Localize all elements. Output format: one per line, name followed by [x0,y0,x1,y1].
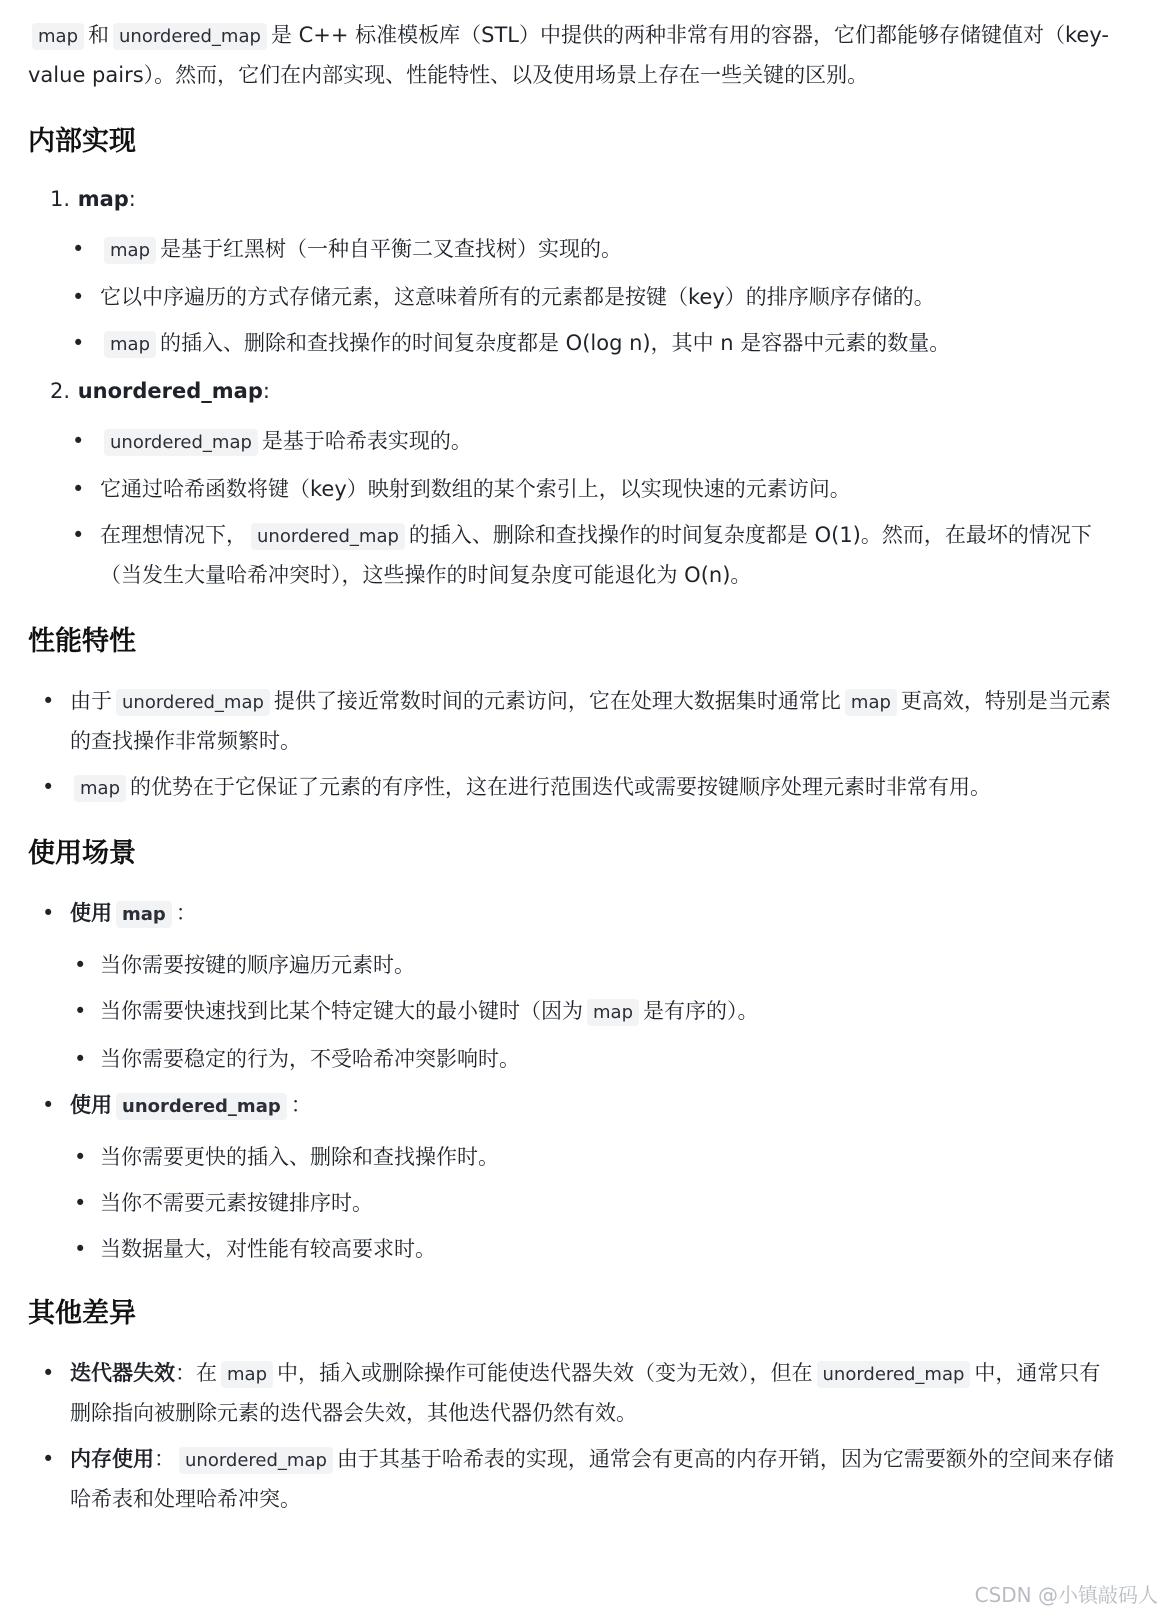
section-heading-implementation: 内部实现 [28,126,136,157]
list-item: • 当数据量大，对性能有较高要求时。 [70,1230,1120,1268]
list-item: • 在理想情况下， unordered_map 的插入、删除和查找操作的时间复杂度都是 O(1)。然而，在最坏的情况下（当发生大量哈希冲突时），这些操作的时间复杂度可能退化为 O(n)。 [28,516,1120,594]
usage-unordered-map-bullets [70,1138,1120,1268]
list-item: • 当你需要快速找到比某个特定键大的最小键时（因为 map 是有序的）。 [70,992,1120,1032]
list-item: • map 的优势在于它保证了元素的有序性，这在进行范围迭代或需要按键顺序处理元素时非常有用。 [28,768,1120,808]
usage-map-bullets [70,946,1120,1078]
intro-paragraph: map 和 unordered_map 是 C++ 标准模板库（STL）中提供的两种非常有用的容器，它们都能够存储键值对（key-value pairs）。然而，它们在内部实现、性能特性、以及使用场景上存在一些关键的区别。 [28,23,1109,87]
inline-code: map [32,23,84,50]
map-bullets [28,230,1120,364]
list-item-unordered-map: 2. unordered_map: • unordered_map 是基于哈希表实现的。 • 它通过哈希函数将键（key）映射到数组的某个索引上，以实现快速的元素访问。 • 在理想情况下， unordered_map 的插入、删除和查找操作的时间复杂度都是 O(1)。然而，在最坏的情况下（当发生大量哈希冲突时），这些操作的时间复杂度可能退化为 O(n)。 [28,372,1120,594]
section-heading-other-differences: 其他差异 [28,1298,136,1329]
unordered-map-bullets [28,422,1120,594]
list-item: • 当你需要更快的插入、删除和查找操作时。 [70,1138,1120,1176]
usage-group-unordered-map: • 使用 unordered_map ： • 当你需要更快的插入、删除和查找操作时。 • 当你不需要元素按键排序时。 • 当数据量大，对性能有较高要求时。 [28,1086,1120,1268]
list-item: • map 是基于红黑树（一种自平衡二叉查找树）实现的。 [28,230,1120,270]
list-item: • map 的插入、删除和查找操作的时间复杂度都是 O(log n)，其中 n 是容器中元素的数量。 [28,324,1120,364]
implementation-list [28,180,1120,594]
list-item-map: 1. map: • map 是基于红黑树（一种自平衡二叉查找树）实现的。 • 它以中序遍历的方式存储元素，这意味着所有的元素都是按键（key）的排序顺序存储的。 • map 的插入、删除和查找操作的时间复杂度都是 O(log n)，其中 n 是容器中元素的数量。 [28,180,1120,364]
usage-group-map: • 使用 map ： • 当你需要按键的顺序遍历元素时。 • 当你需要快速找到比某个特定键大的最小键时（因为 map 是有序的）。 • 当你需要稳定的行为，不受哈希冲突影响时。 [28,894,1120,1078]
other-differences-list [28,1354,1120,1518]
list-item: • 当你需要按键的顺序遍历元素时。 [70,946,1120,984]
section-heading-usage: 使用场景 [28,838,136,869]
list-item: • 内存使用： unordered_map 由于其基于哈希表的实现，通常会有更高的内存开销，因为它需要额外的空间来存储哈希表和处理哈希冲突。 [28,1440,1120,1518]
performance-list [28,682,1120,808]
inline-code: unordered_map [113,23,267,50]
list-item: • 由于 unordered_map 提供了接近常数时间的元素访问，它在处理大数据集时通常比 map 更高效，特别是当元素的查找操作非常频繁时。 [28,682,1120,760]
list-item: • 当你不需要元素按键排序时。 [70,1184,1120,1222]
usage-list [28,894,1120,1268]
list-item: • 当你需要稳定的行为，不受哈希冲突影响时。 [70,1040,1120,1078]
list-item: • 迭代器失效：在 map 中，插入或删除操作可能使迭代器失效（变为无效），但在 unordered_map 中，通常只有删除指向被删除元素的迭代器会失效，其他迭代器仍然有效。 [28,1354,1120,1432]
list-item: • 它以中序遍历的方式存储元素，这意味着所有的元素都是按键（key）的排序顺序存储的。 [28,278,1120,316]
list-item: • 它通过哈希函数将键（key）映射到数组的某个索引上，以实现快速的元素访问。 [28,470,1120,508]
watermark: CSDN @小镇敲码人 [974,1583,1158,1607]
section-heading-performance: 性能特性 [28,626,136,657]
list-item: • unordered_map 是基于哈希表实现的。 [28,422,1120,462]
